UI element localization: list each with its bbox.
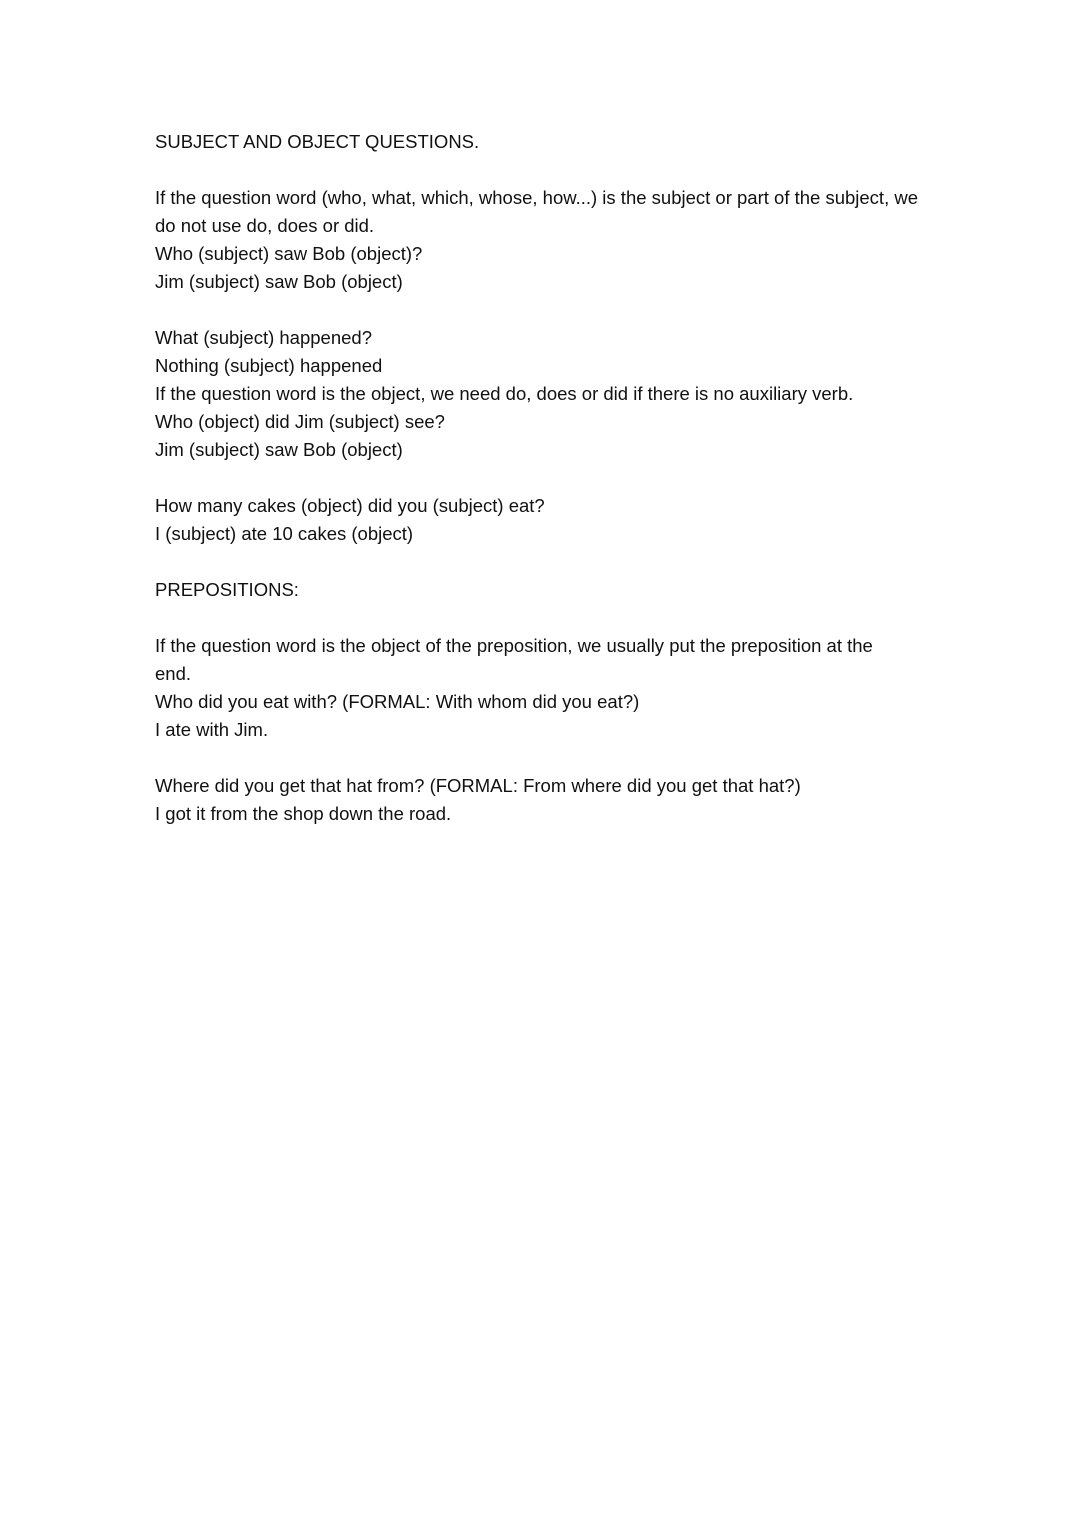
- subject-rule-line-2: do not use do, does or did.: [155, 215, 375, 236]
- spacer: [155, 296, 945, 324]
- preposition-rule-line-1: If the question word is the object of the preposition, we usually put the preposition at the: [155, 635, 873, 656]
- spacer: [155, 744, 945, 772]
- spacer: [155, 156, 945, 184]
- example-answer-1: Jim (subject) saw Bob (object): [155, 271, 403, 292]
- example-question-5: Who did you eat with? (FORMAL: With whom did you eat?): [155, 691, 640, 712]
- example-answer-3: Jim (subject) saw Bob (object): [155, 439, 403, 460]
- example-answer-6: I got it from the shop down the road.: [155, 803, 452, 824]
- object-rule: If the question word is the object, we need do, does or did if there is no auxiliary verb.: [155, 383, 854, 404]
- example-question-3: Who (object) did Jim (subject) see?: [155, 411, 445, 432]
- document-body: [155, 128, 945, 828]
- example-question-1: Who (subject) saw Bob (object)?: [155, 243, 423, 264]
- subject-rule-line-1: If the question word (who, what, which, whose, how...) is the subject or part of the subject, we: [155, 187, 918, 208]
- preposition-rule-line-2: end.: [155, 663, 192, 684]
- example-answer-4: I (subject) ate 10 cakes (object): [155, 523, 414, 544]
- example-answer-5: I ate with Jim.: [155, 719, 269, 740]
- spacer: [155, 604, 945, 632]
- spacer: [155, 464, 945, 492]
- spacer: [155, 548, 945, 576]
- prepositions-heading: PREPOSITIONS:: [155, 579, 299, 600]
- document-heading: SUBJECT AND OBJECT QUESTIONS.: [155, 131, 480, 152]
- example-question-4: How many cakes (object) did you (subject) eat?: [155, 495, 545, 516]
- example-question-2: What (subject) happened?: [155, 327, 372, 348]
- example-question-6: Where did you get that hat from? (FORMAL: From where did you get that hat?): [155, 775, 801, 796]
- example-answer-2: Nothing (subject) happened: [155, 355, 383, 376]
